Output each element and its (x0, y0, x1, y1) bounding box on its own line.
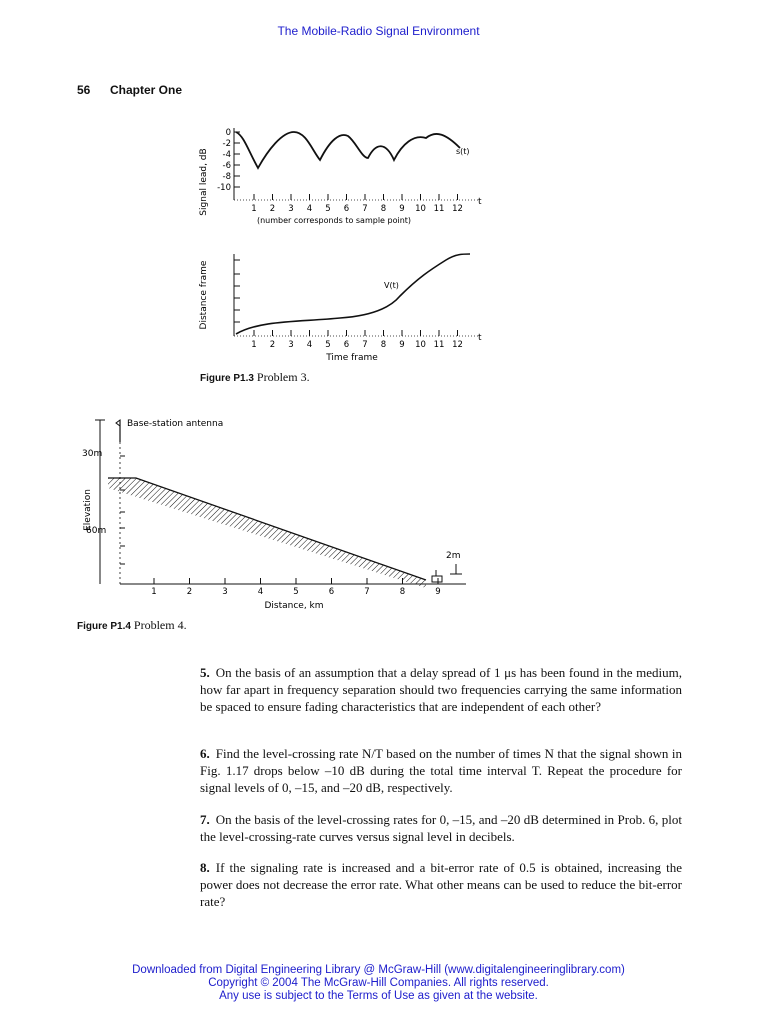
top-chart-xlabel: (number corresponds to sample point) (256, 216, 412, 225)
x-tick-label: 8 (380, 204, 387, 214)
y-tick-label: -6 (222, 161, 231, 171)
figure-p1-4-caption (77, 618, 187, 633)
y-tick-label: 0 (225, 128, 231, 138)
problem-6-number: 6. (200, 746, 210, 761)
figure-p1-3 (190, 120, 500, 370)
x-tick-label: 7 (362, 340, 368, 350)
x-tick-label: 12 (452, 340, 463, 350)
chapter-title: Chapter One (110, 83, 183, 97)
x-tick-label: 1 (151, 587, 157, 597)
x-tick-label: 7 (362, 204, 368, 214)
y-tick-label: -2 (222, 139, 231, 149)
figure-p1-4-label: Figure P1.4 (77, 621, 131, 632)
height-30m: 30m (82, 449, 103, 459)
x-tick-label: 11 (433, 204, 445, 214)
x-tick-label: 5 (293, 587, 299, 597)
elevation-label: Elevation (83, 489, 93, 531)
problem-5-text: On the basis of an assumption that a delay spread of 1 μs has been found in the medium, how far apart in frequency separation should two frequencies carrying the same information be spaced to ensure fading characteristics that are independent of each other? (200, 665, 682, 714)
figure-p1-3-label: Figure P1.3 (200, 373, 254, 384)
x-tick-label: 12 (452, 204, 463, 214)
signal-curve-s (236, 132, 460, 168)
bottom-chart-ylabel: Distance frame (199, 260, 209, 330)
x-tick-label: 10 (415, 340, 426, 350)
figure-p1-4-text: Problem 4. (133, 618, 187, 632)
elevation-ticks (120, 456, 125, 564)
x-tick-label: 2 (186, 587, 193, 597)
antenna-label: Base-station antenna (127, 419, 224, 429)
problem-5 (200, 664, 682, 715)
problem-6-text: Find the level-crossing rate N/T based on the number of times N that the signal shown in Fig. 1.17 drops below –10 dB during the total time interval T. Repeat the procedure for signal levels of 0, –15, and –20 dB, respectively. (200, 746, 682, 795)
x-tick-label: 9 (399, 340, 405, 350)
problem-6 (200, 745, 682, 796)
problem-8 (200, 859, 682, 910)
figure-p1-3-caption (200, 370, 310, 385)
top-chart-xticks (251, 194, 463, 214)
bottom-chart-xaxis-symbol: t (478, 333, 482, 343)
footer (0, 964, 757, 1003)
x-tick-label: 7 (364, 587, 370, 597)
x-tick-label: 9 (435, 587, 441, 597)
x-tick-label: 11 (433, 340, 445, 350)
y-tick-label: -8 (222, 172, 231, 182)
x-tick-label: 1 (251, 204, 257, 214)
y-tick-label: -4 (222, 150, 231, 160)
top-chart-yticks (217, 128, 240, 193)
problem-8-number: 8. (200, 860, 210, 875)
curve-label-s: s(t) (456, 147, 470, 156)
figure-p1-3-text: Problem 3. (256, 370, 310, 384)
x-tick-label: 3 (288, 204, 294, 214)
x-tick-label: 2 (269, 340, 276, 350)
x-tick-label: 4 (257, 587, 264, 597)
bottom-chart-xlabel: Time frame (326, 353, 378, 363)
x-tick-label: 2 (269, 204, 276, 214)
problem-5-number: 5. (200, 665, 210, 680)
x-tick-label: 8 (399, 587, 406, 597)
figure-p1-4 (78, 412, 478, 614)
distance-label: Distance, km (264, 601, 324, 611)
x-tick-label: 3 (288, 340, 294, 350)
x-tick-label: 5 (325, 340, 331, 350)
x-tick-label: 6 (343, 204, 350, 214)
x-tick-label: 1 (251, 340, 257, 350)
distance-ticks (151, 578, 440, 597)
x-tick-label: 9 (399, 204, 405, 214)
height-60m: 60m (86, 526, 107, 536)
x-tick-label: 8 (380, 340, 387, 350)
y-tick-label: -10 (217, 183, 231, 193)
x-tick-label: 3 (222, 587, 228, 597)
x-tick-label: 5 (325, 204, 331, 214)
top-chart-ylabel: Signal lead, dB (199, 148, 209, 216)
x-tick-label: 4 (306, 204, 313, 214)
footer-copyright: Copyright © 2004 The McGraw-Hill Companies. All rights reserved. (208, 977, 549, 989)
problem-7 (200, 811, 682, 845)
problem-7-text: On the basis of the level-crossing rates for 0, –15, and –20 dB determined in Prob. 6, plot the level-crossing-rate curves versus signal level in decibels. (200, 812, 682, 844)
running-header: The Mobile-Radio Signal Environment (277, 24, 480, 38)
bottom-chart-yticks (234, 260, 240, 322)
mobile-unit-icon (432, 576, 442, 582)
distance-curve-v (236, 254, 470, 334)
footer-terms[interactable]: Any use is subject to the Terms of Use as given at the website. (219, 990, 538, 1002)
footer-download-link[interactable]: Downloaded from Digital Engineering Library @ McGraw-Hill (www.digitalengineeringlibrary.com) (132, 964, 625, 976)
x-tick-label: 4 (306, 340, 313, 350)
bottom-chart-xticks (251, 330, 463, 350)
top-chart-xaxis-symbol: t (478, 197, 482, 207)
terrain-hatching (108, 478, 426, 588)
page-number: 56 (77, 83, 91, 97)
x-tick-label: 10 (415, 204, 426, 214)
x-tick-label: 6 (328, 587, 335, 597)
problem-8-text: If the signaling rate is increased and a bit-error rate of 0.5 is obtained, increasing the power does not decrease the error rate. What other means can be used to reduce the bit-error rate? (200, 860, 682, 909)
problem-7-number: 7. (200, 812, 210, 827)
curve-label-v: V(t) (384, 281, 399, 290)
height-2m: 2m (446, 551, 461, 561)
x-tick-label: 6 (343, 340, 350, 350)
